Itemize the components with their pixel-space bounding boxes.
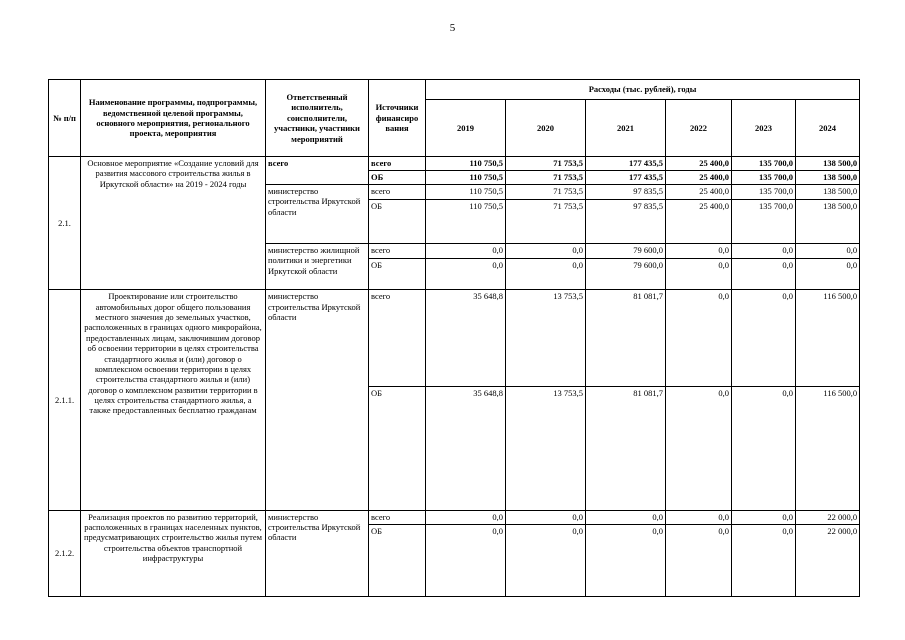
activity-name: Основное мероприятие «Создание условий для развития массового строительства жилья в Иркутской области» на 2019 - 2024 годы xyxy=(81,157,266,290)
header-year: 2024 xyxy=(796,100,860,157)
value-cell: 25 400,0 xyxy=(666,157,732,171)
header-year: 2021 xyxy=(586,100,666,157)
header-executor: Ответственный исполнитель, соисполнители, участники, участники мероприятий xyxy=(266,80,369,157)
value-cell: 0,0 xyxy=(666,244,732,259)
value-cell: 81 081,7 xyxy=(586,290,666,387)
source-cell: всего xyxy=(369,185,426,200)
value-cell: 110 750,5 xyxy=(426,171,506,185)
source-cell: всего xyxy=(369,244,426,259)
value-cell: 0,0 xyxy=(426,258,506,273)
value-cell: 97 835,5 xyxy=(586,199,666,243)
row-number: 2.1.1. xyxy=(49,290,81,510)
value-cell: 0,0 xyxy=(666,258,732,273)
value-cell: 35 648,8 xyxy=(426,290,506,387)
value-cell: 0,0 xyxy=(666,510,732,525)
executor-cell: министерство жилищной политики и энергетики Иркутской области xyxy=(266,244,369,290)
table-row xyxy=(49,510,860,525)
value-cell: 79 600,0 xyxy=(586,244,666,259)
value-cell: 0,0 xyxy=(666,525,732,597)
source-cell: ОБ xyxy=(369,525,426,597)
value-cell: 0,0 xyxy=(586,510,666,525)
activity-name: Реализация проектов по развитию территорий, расположенных в границах населенных пунктов, предусматривающих строительство жилья путем строительства объектов транспортной инфраструктуры xyxy=(81,510,266,596)
value-cell: 0,0 xyxy=(506,244,586,259)
value-cell: 138 500,0 xyxy=(796,157,860,171)
value-cell: 79 600,0 xyxy=(586,258,666,273)
source-cell: ОБ xyxy=(369,258,426,273)
value-cell: 0,0 xyxy=(732,258,796,273)
value-cell: 177 435,5 xyxy=(586,157,666,171)
executor-cell: всего xyxy=(266,157,369,185)
value-cell: 25 400,0 xyxy=(666,199,732,243)
value-cell: 0,0 xyxy=(666,290,732,387)
executor-cell: министерство строительства Иркутской области xyxy=(266,185,369,244)
value-cell: 116 500,0 xyxy=(796,387,860,510)
table-row xyxy=(49,290,860,387)
value-cell: 135 700,0 xyxy=(732,171,796,185)
value-cell: 0,0 xyxy=(426,510,506,525)
value-cell: 0,0 xyxy=(426,525,506,597)
value-cell: 0,0 xyxy=(796,258,860,273)
executor-cell: министерство строительства Иркутской области xyxy=(266,510,369,596)
source-cell: всего xyxy=(369,157,426,171)
header-num: № п/п xyxy=(49,80,81,157)
table-row xyxy=(49,157,860,171)
value-cell: 0,0 xyxy=(586,525,666,597)
source-cell: ОБ xyxy=(369,171,426,185)
value-cell: 135 700,0 xyxy=(732,185,796,200)
header-year: 2019 xyxy=(426,100,506,157)
executor-cell: министерство строительства Иркутской области xyxy=(266,290,369,510)
value-cell: 71 753,5 xyxy=(506,157,586,171)
header-source: Источники финансиро вания xyxy=(369,80,426,157)
value-cell: 0,0 xyxy=(796,244,860,259)
value-cell: 0,0 xyxy=(732,525,796,597)
value-cell: 135 700,0 xyxy=(732,157,796,171)
value-cell: 71 753,5 xyxy=(506,185,586,200)
row-number: 2.1. xyxy=(49,157,81,290)
header-expenses: Расходы (тыс. рублей), годы xyxy=(426,80,860,100)
value-cell: 0,0 xyxy=(506,525,586,597)
source-cell: ОБ xyxy=(369,387,426,510)
header-year: 2020 xyxy=(506,100,586,157)
value-cell: 25 400,0 xyxy=(666,171,732,185)
value-cell: 35 648,8 xyxy=(426,387,506,510)
value-cell: 138 500,0 xyxy=(796,171,860,185)
value-cell: 138 500,0 xyxy=(796,185,860,200)
value-cell: 0,0 xyxy=(506,510,586,525)
value-cell: 0,0 xyxy=(506,258,586,273)
value-cell: 110 750,5 xyxy=(426,157,506,171)
value-cell: 0,0 xyxy=(732,290,796,387)
budget-table xyxy=(48,79,860,597)
source-cell: всего xyxy=(369,290,426,387)
value-cell: 116 500,0 xyxy=(796,290,860,387)
value-cell: 13 753,5 xyxy=(506,387,586,510)
value-cell: 138 500,0 xyxy=(796,199,860,243)
value-cell: 135 700,0 xyxy=(732,199,796,243)
row-number: 2.1.2. xyxy=(49,510,81,596)
value-cell: 0,0 xyxy=(732,387,796,510)
value-cell: 0,0 xyxy=(426,244,506,259)
source-cell: всего xyxy=(369,510,426,525)
value-cell: 22 000,0 xyxy=(796,510,860,525)
value-cell: 13 753,5 xyxy=(506,290,586,387)
value-cell: 22 000,0 xyxy=(796,525,860,597)
value-cell: 0,0 xyxy=(732,510,796,525)
header-year: 2023 xyxy=(732,100,796,157)
source-cell: ОБ xyxy=(369,199,426,243)
value-cell: 97 835,5 xyxy=(586,185,666,200)
page-number: 5 xyxy=(449,22,456,34)
header-name: Наименование программы, подпрограммы, ведомственной целевой программы, основного мероприятия, регионального проекта, мероприятия xyxy=(81,80,266,157)
header-year: 2022 xyxy=(666,100,732,157)
value-cell: 25 400,0 xyxy=(666,185,732,200)
value-cell: 81 081,7 xyxy=(586,387,666,510)
value-cell: 71 753,5 xyxy=(506,171,586,185)
value-cell: 0,0 xyxy=(666,387,732,510)
value-cell: 0,0 xyxy=(732,244,796,259)
activity-name: Проектирование или строительство автомобильных дорог общего пользования местного значения до земельных участков, расположенных в границах одного микрорайона, предоставленных лицам, заключившим договор об освоении территории в целях строительства стандартного жилья и (или) договор о комплексном освоении территории в целях строительства стандартного жилья и (или) договор о комплексном развитии территории в целях строительства стандартного жилья, а также предоставленных бесплатно гражданам xyxy=(81,290,266,510)
value-cell: 110 750,5 xyxy=(426,199,506,243)
value-cell: 110 750,5 xyxy=(426,185,506,200)
value-cell: 177 435,5 xyxy=(586,171,666,185)
value-cell: 71 753,5 xyxy=(506,199,586,243)
